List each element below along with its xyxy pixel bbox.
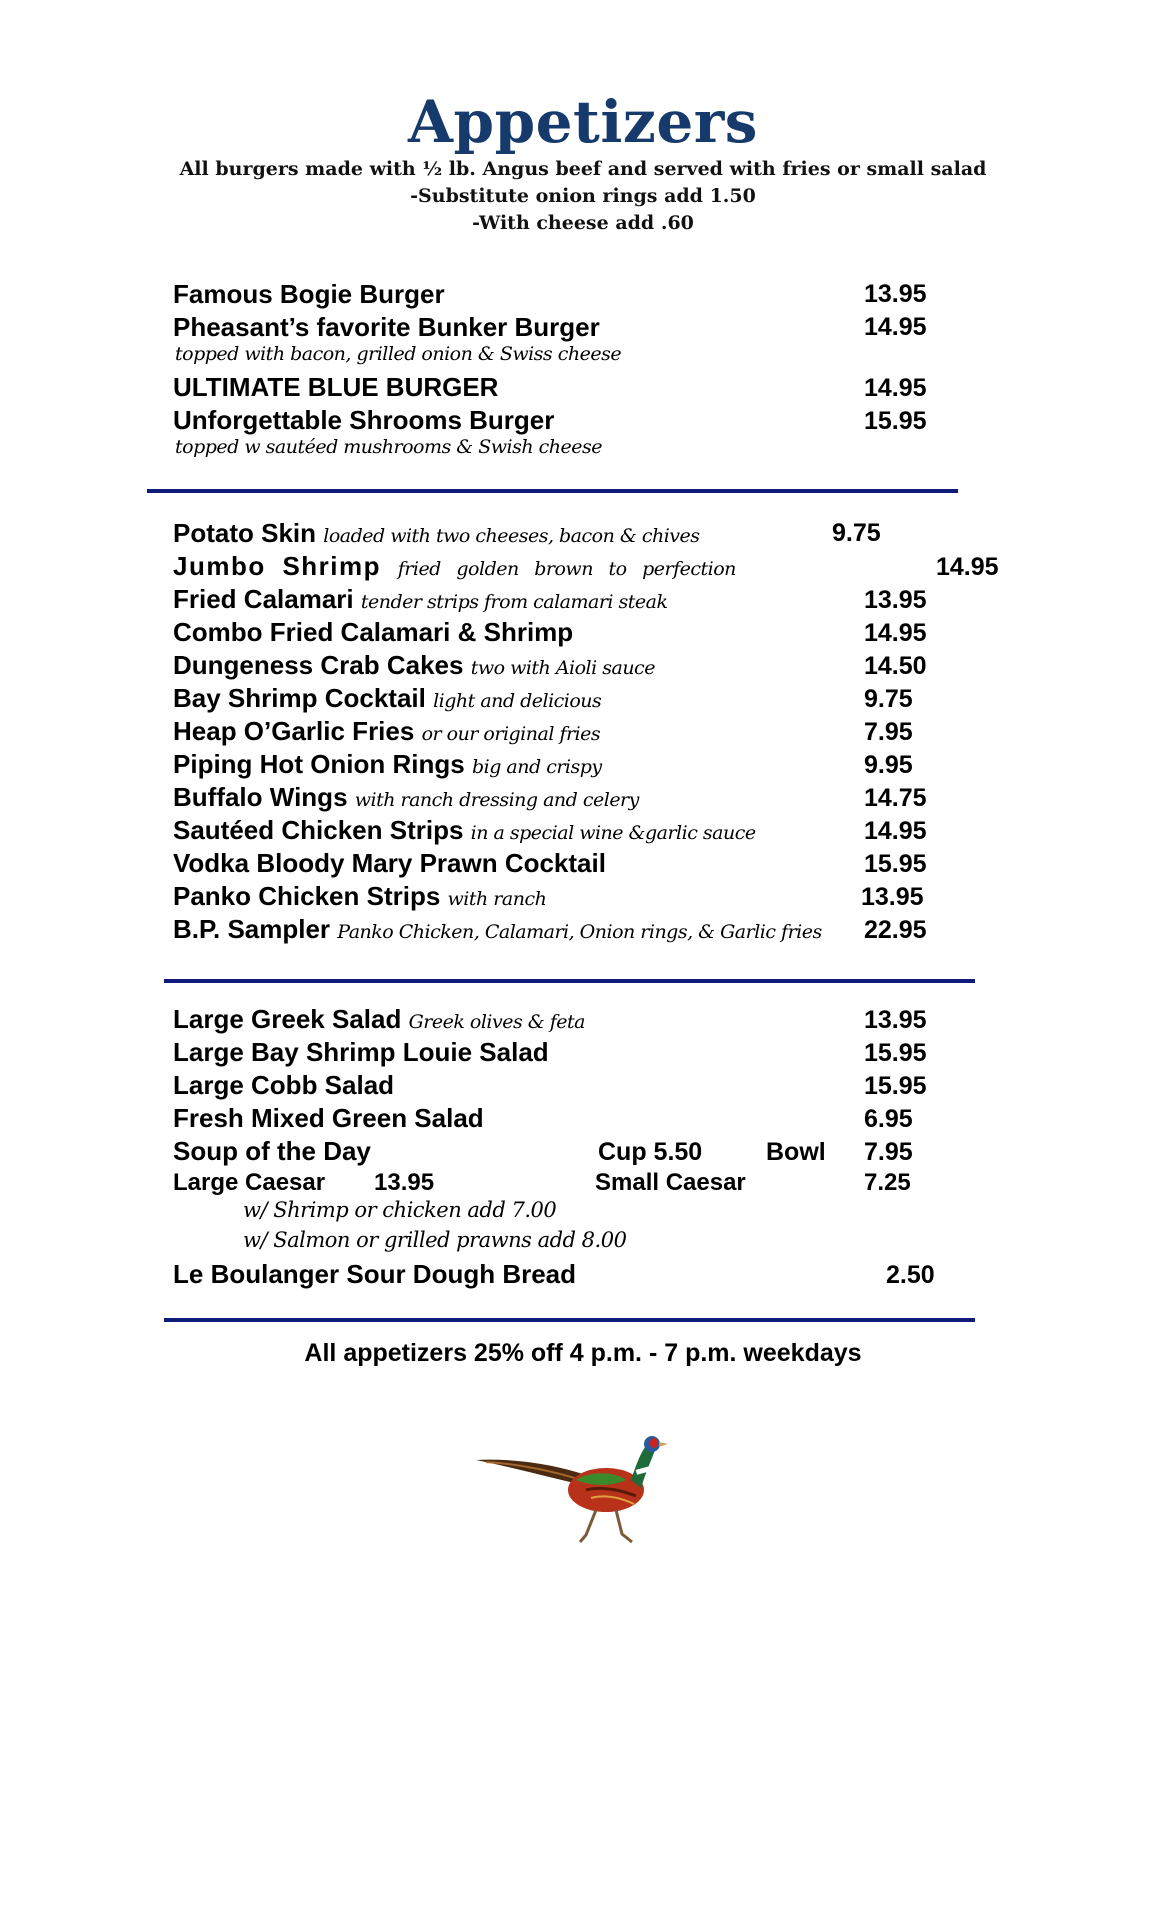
caesar-addon: w/ Salmon or grilled prawns add 8.00	[243, 1228, 627, 1252]
onion-rings-note: -Substitute onion rings add 1.50	[410, 185, 756, 207]
item-price: 15.95	[864, 1072, 927, 1100]
section-divider	[147, 489, 958, 493]
menu-item	[173, 1259, 576, 1289]
item-price: 13.95	[864, 1006, 927, 1034]
item-price: 9.95	[864, 751, 913, 779]
menu-item	[173, 551, 736, 584]
menu-item	[173, 881, 546, 914]
item-name: Heap O’Garlic Fries	[173, 716, 415, 746]
menu-item	[173, 1070, 394, 1100]
item-desc: with ranch	[447, 888, 547, 910]
item-price: 15.95	[864, 850, 927, 878]
menu-item	[173, 617, 573, 647]
menu-item	[173, 584, 668, 617]
item-price: 14.95	[936, 553, 999, 581]
cheese-note: -With cheese add .60	[472, 212, 694, 234]
item-name: Soup of the Day	[173, 1136, 371, 1166]
item-name: Piping Hot Onion Rings	[173, 749, 465, 779]
item-price: 15.95	[864, 407, 927, 435]
item-price: 2.50	[886, 1261, 935, 1289]
menu-item	[173, 782, 639, 815]
large-caesar-price: 13.95	[374, 1169, 435, 1196]
pheasant-illustration	[476, 1430, 696, 1560]
item-price: 13.95	[864, 280, 927, 308]
burger-info-line: All burgers made with ½ lb. Angus beef and served with fries or small salad	[179, 158, 987, 180]
item-name: Famous Bogie Burger	[173, 279, 445, 309]
small-caesar-label: Small Caesar	[595, 1169, 746, 1196]
item-price: 14.75	[864, 784, 927, 812]
menu-item	[173, 650, 655, 683]
item-name: Dungeness Crab Cakes	[173, 650, 464, 680]
item-name: Large Bay Shrimp Louie Salad	[173, 1037, 549, 1067]
item-desc: big and crispy	[471, 756, 602, 778]
menu-item	[173, 815, 756, 848]
menu-item	[173, 716, 600, 749]
item-name: Bay Shrimp Cocktail	[173, 683, 426, 713]
item-price: 14.95	[864, 374, 927, 402]
caesar-salad	[173, 1168, 325, 1198]
item-name: B.P. Sampler	[173, 914, 331, 944]
item-note: topped with bacon, grilled onion & Swiss cheese	[175, 343, 622, 365]
item-desc: with ranch dressing and celery	[354, 789, 639, 811]
section-divider	[164, 1318, 975, 1322]
menu-item	[173, 1103, 484, 1133]
menu-item	[173, 1037, 549, 1067]
menu-item	[173, 914, 822, 947]
item-note: topped w sautéed mushrooms & Swish cheese	[175, 436, 602, 458]
item-price: 14.95	[864, 817, 927, 845]
item-price: 7.95	[864, 1138, 913, 1166]
item-desc: Greek olives & feta	[408, 1011, 585, 1033]
section-divider	[164, 979, 975, 983]
pheasant-tail	[476, 1460, 586, 1485]
item-name: Jumbo Shrimp	[173, 551, 382, 581]
item-name: Large Greek Salad	[173, 1004, 402, 1034]
caesar-addon: w/ Shrimp or chicken add 7.00	[243, 1198, 557, 1222]
item-price: 14.95	[864, 313, 927, 341]
item-desc: tender strips from calamari steak	[360, 591, 668, 613]
item-name: Buffalo Wings	[173, 782, 348, 812]
item-price: 13.95	[864, 586, 927, 614]
menu-item	[173, 848, 606, 878]
item-desc: Panko Chicken, Calamari, Onion rings, & Garlic fries	[337, 921, 822, 943]
pheasant-neck	[631, 1446, 656, 1488]
item-name: Fresh Mixed Green Salad	[173, 1103, 484, 1133]
item-name: Unforgettable Shrooms Burger	[173, 405, 555, 435]
item-desc: light and delicious	[433, 690, 602, 712]
soup-of-the-day	[173, 1136, 371, 1166]
soup-bowl-label: Bowl	[766, 1138, 826, 1166]
item-name: Large Caesar	[173, 1169, 326, 1196]
item-name: ULTIMATE BLUE BURGER	[173, 372, 499, 402]
item-price: 14.95	[864, 619, 927, 647]
item-desc: fried golden brown to perfection	[397, 558, 736, 580]
menu-item	[173, 312, 600, 342]
page-title: Appetizers	[408, 88, 758, 156]
item-price: 22.95	[864, 916, 927, 944]
happy-hour-note: All appetizers 25% off 4 p.m. - 7 p.m. weekdays	[304, 1339, 862, 1367]
item-name: Le Boulanger Sour Dough Bread	[173, 1259, 577, 1289]
menu-item	[173, 749, 602, 782]
menu-item	[173, 683, 601, 716]
soup-cup-price: Cup 5.50	[598, 1138, 703, 1166]
item-name: Potato Skin	[173, 518, 317, 548]
item-desc: loaded with two cheeses, bacon & chives	[323, 525, 700, 547]
small-caesar-price: 7.25	[864, 1169, 911, 1196]
menu-item	[173, 518, 700, 551]
item-name: Panko Chicken Strips	[173, 881, 441, 911]
item-price: 6.95	[864, 1105, 913, 1133]
pheasant-leg	[580, 1510, 596, 1542]
menu-item	[173, 405, 554, 435]
item-price: 9.75	[832, 519, 881, 547]
item-price: 13.95	[861, 883, 924, 911]
item-desc: in a special wine &garlic sauce	[470, 822, 756, 844]
menu-item	[173, 279, 445, 309]
item-name: Large Cobb Salad	[173, 1070, 395, 1100]
item-name: Pheasant’s favorite Bunker Burger	[173, 312, 600, 342]
item-name: Combo Fried Calamari & Shrimp	[173, 617, 574, 647]
menu-item	[173, 372, 498, 402]
item-name: Vodka Bloody Mary Prawn Cocktail	[173, 848, 606, 878]
item-price: 9.75	[864, 685, 913, 713]
item-desc: two with Aioli sauce	[470, 657, 655, 679]
item-desc: or our original fries	[421, 723, 601, 745]
item-price: 7.95	[864, 718, 913, 746]
item-price: 14.50	[864, 652, 927, 680]
menu-item	[173, 1004, 585, 1037]
pheasant-leg	[616, 1510, 632, 1542]
item-name: Fried Calamari	[173, 584, 354, 614]
item-price: 15.95	[864, 1039, 927, 1067]
item-name: Sautéed Chicken Strips	[173, 815, 464, 845]
